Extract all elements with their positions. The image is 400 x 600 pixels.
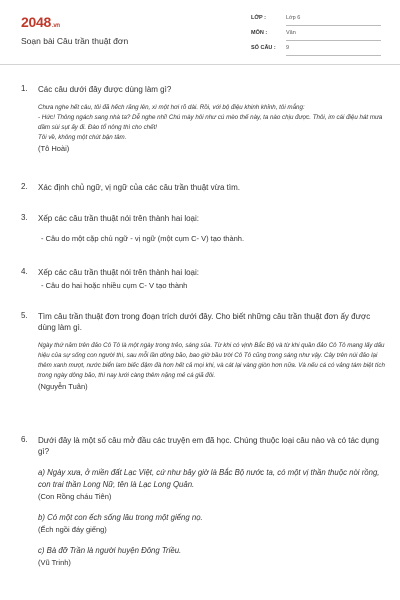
meta-underline: [286, 55, 381, 56]
meta-row-count: [251, 42, 381, 57]
meta-label: MÔN :: [251, 30, 268, 36]
option-source: (Vũ Trinh): [38, 558, 71, 567]
question-text: Tìm câu trần thuật đơn trong đoạn trích dưới đây. Cho biết những câu trần thuật đơn ấy được dùng làm gì.: [38, 312, 371, 332]
option-c: c) Bà đỡ Trần là người huyện Đông Triều.: [38, 546, 182, 555]
page-title: Soạn bài Câu trần thuật đơn: [21, 36, 129, 46]
meta-label: SỐ CÂU :: [251, 45, 276, 51]
question-1: [21, 84, 386, 154]
passage-author: (Tô Hoài): [38, 144, 70, 153]
option-a: a) Ngày xưa, ở miền đất Lạc Việt, cứ như bây giờ là Bắc Bộ nước ta, có một vị thần thuộc nòi rồng, con trai thần Long Nữ, tên là Lạc Long Quân.: [38, 468, 380, 489]
meta-value: Lớp 6: [286, 15, 301, 21]
meta-label: LỚP :: [251, 15, 266, 21]
option-b: b) Có một con ếch sống lâu trong một giếng nọ.: [38, 513, 203, 522]
passage-line: Ngày thứ năm trên đảo Cô Tô là một ngày trong trẻo, sáng sủa. Từ khi có vịnh Bắc Bộ và từ khi quần đảo Cô Tô mang lấy dấu hiệu của sự sống con người thì, sau mỗi lần dông bão, bao giờ bầu trời Cô Tô cũng trong sáng như vậy. Cây trên núi đảo lại thêm xanh mượt, nước biển lam biếc đậm đà hơn hết cả mọi khi, và cát lại vàng giòn hơn nữa. Và nếu cá có vảng tám biệt tích trong ngày dông bão, thì nay lưới càng thêm nặng mẻ cá giã đôi.: [38, 342, 385, 379]
meta-info: [251, 12, 381, 57]
site-logo[interactable]: [21, 14, 60, 30]
passage-line: - Hức! Thông ngách sang nhà ta? Dễ nghe nhỉ! Chú mày hôi như cú mèo thế này, ta nào chịu được. Thôi, im cái điệu hát mưa dầm sùi sụt ấy đi. Đào tổ nông thì cho chết!: [38, 114, 383, 131]
question-bullet: - Câu do hai hoặc nhiều cụm C- V tạo thành: [41, 281, 188, 290]
question-text: Các câu dưới đây được dùng làm gì?: [38, 85, 172, 94]
question-4: [21, 267, 386, 291]
logo-tld: .vn: [51, 23, 60, 29]
meta-value: 9: [286, 45, 290, 51]
meta-value: Văn: [286, 30, 296, 36]
question-2: [21, 182, 386, 193]
question-text: Xếp các câu trần thuật nói trên thành hai loại:: [38, 268, 199, 277]
passage-line: Chưa nghe hết câu, tôi đã hếch răng lên, xì một hơi rõ dài. Rồi, với bộ điệu khinh khỉnh, tôi mắng:: [38, 104, 305, 111]
header-divider: [0, 64, 400, 65]
question-6: [21, 435, 386, 568]
passage-author: (Nguyễn Tuân): [38, 382, 88, 391]
meta-underline: [286, 25, 381, 26]
option-source: (Ếch ngồi đáy giếng): [38, 525, 107, 534]
meta-row-class: [251, 12, 381, 27]
question-passage: [38, 103, 386, 143]
question-bullet: - Câu do một cặp chủ ngữ - vị ngữ (một cụm C- V) tạo thành.: [41, 234, 245, 243]
question-number: 6.: [21, 435, 28, 444]
question-3: [21, 213, 386, 244]
question-number: 2.: [21, 182, 28, 191]
option-source: (Con Rồng cháu Tiên): [38, 492, 112, 501]
meta-row-subject: [251, 27, 381, 42]
page-header: [0, 0, 400, 62]
question-number: 1.: [21, 84, 28, 93]
question-passage: [38, 341, 386, 381]
question-text: Xác định chủ ngữ, vị ngữ của các câu trần thuật vừa tìm.: [38, 183, 240, 192]
logo-main: 2048: [21, 14, 51, 30]
meta-underline: [286, 40, 381, 41]
question-number: 4.: [21, 267, 28, 276]
question-text: Xếp các câu trần thuật nói trên thành hai loại:: [38, 214, 199, 223]
question-number: 3.: [21, 213, 28, 222]
question-5: [21, 311, 386, 392]
question-text: Dưới đây là một số câu mở đầu các truyện em đã học. Chúng thuộc loại câu nào và có tác dụng gì?: [38, 436, 379, 456]
passage-line: Tôi về, không một chút bận tâm.: [38, 134, 127, 141]
question-number: 5.: [21, 311, 28, 320]
